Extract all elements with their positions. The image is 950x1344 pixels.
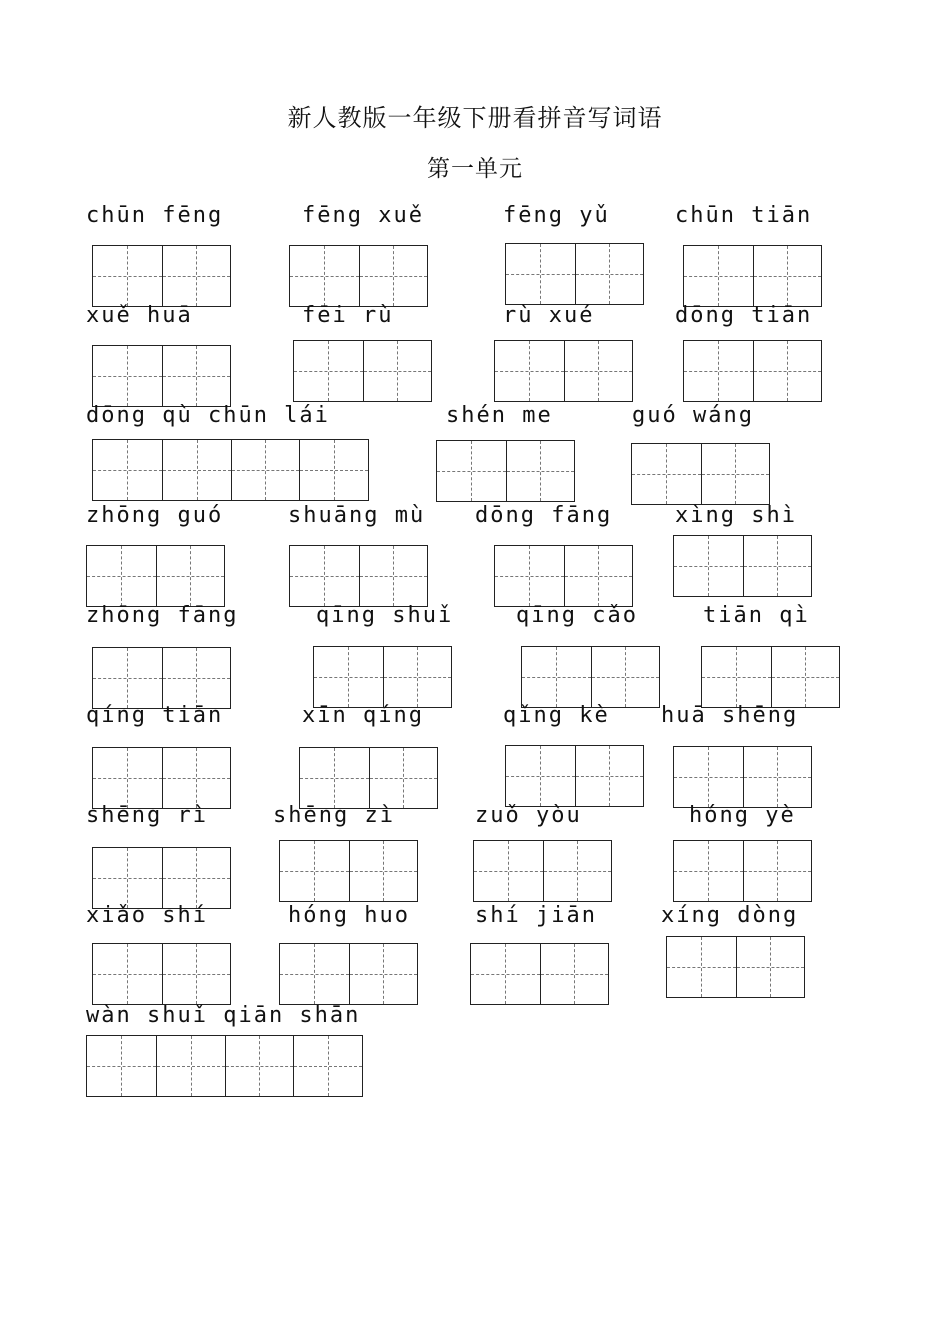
tianzige-cell[interactable] bbox=[474, 841, 543, 901]
tianzige-cell[interactable] bbox=[506, 441, 575, 501]
tianzige-cell[interactable] bbox=[162, 848, 231, 908]
writing-grid[interactable] bbox=[470, 943, 609, 1005]
tianzige-cell[interactable] bbox=[225, 1036, 294, 1096]
tianzige-cell[interactable] bbox=[543, 841, 612, 901]
writing-grid[interactable] bbox=[86, 1035, 363, 1097]
writing-grid[interactable] bbox=[505, 745, 644, 807]
writing-grid[interactable] bbox=[289, 545, 428, 607]
writing-grid[interactable] bbox=[673, 535, 812, 597]
tianzige-cell[interactable] bbox=[564, 546, 633, 606]
tianzige-cell[interactable] bbox=[591, 647, 660, 707]
tianzige-cell[interactable] bbox=[162, 944, 231, 1004]
writing-grid[interactable] bbox=[279, 943, 418, 1005]
writing-grid[interactable] bbox=[683, 245, 822, 307]
pinyin-label: wàn shuǐ qiān shān bbox=[86, 1003, 361, 1028]
tianzige-cell[interactable] bbox=[156, 546, 225, 606]
pinyin-label: zuǒ yòu bbox=[475, 803, 582, 828]
pinyin-label: dōng fāng bbox=[475, 503, 613, 528]
pinyin-label: qǐng kè bbox=[503, 703, 610, 728]
tianzige-cell[interactable] bbox=[506, 244, 575, 304]
tianzige-cell[interactable] bbox=[684, 341, 753, 401]
tianzige-cell[interactable] bbox=[575, 746, 644, 806]
tianzige-cell[interactable] bbox=[383, 647, 452, 707]
pinyin-label: fēi rù bbox=[302, 303, 394, 328]
pinyin-label: shí jiān bbox=[475, 903, 597, 928]
pinyin-label: rù xué bbox=[503, 303, 595, 328]
pinyin-label: zhōng guó bbox=[86, 503, 224, 528]
tianzige-cell[interactable] bbox=[564, 341, 633, 401]
pinyin-label: huā shēng bbox=[661, 703, 799, 728]
tianzige-cell[interactable] bbox=[743, 841, 812, 901]
pinyin-label: fēng yǔ bbox=[503, 203, 610, 228]
pinyin-label: zhōng fāng bbox=[86, 603, 239, 628]
tianzige-cell[interactable] bbox=[162, 440, 231, 500]
tianzige-cell[interactable] bbox=[743, 536, 812, 596]
tianzige-cell[interactable] bbox=[93, 440, 162, 500]
tianzige-cell[interactable] bbox=[506, 746, 575, 806]
tianzige-cell[interactable] bbox=[674, 747, 743, 807]
pinyin-label: shēng zì bbox=[273, 803, 395, 828]
tianzige-cell[interactable] bbox=[162, 648, 231, 708]
writing-grid[interactable] bbox=[683, 340, 822, 402]
writing-grid[interactable] bbox=[505, 243, 644, 305]
unit-heading: 第一单元 bbox=[427, 156, 523, 182]
tianzige-cell[interactable] bbox=[162, 246, 231, 306]
writing-grid[interactable] bbox=[92, 345, 231, 407]
pinyin-label: guó wáng bbox=[632, 403, 754, 428]
tianzige-cell[interactable] bbox=[359, 246, 428, 306]
writing-grid[interactable] bbox=[521, 646, 660, 708]
writing-grid[interactable] bbox=[631, 443, 770, 505]
pinyin-label: tiān qì bbox=[703, 603, 810, 628]
tianzige-cell[interactable] bbox=[369, 748, 438, 808]
tianzige-cell[interactable] bbox=[300, 748, 369, 808]
writing-grid[interactable] bbox=[494, 545, 633, 607]
writing-grid[interactable] bbox=[494, 340, 633, 402]
tianzige-cell[interactable] bbox=[701, 444, 770, 504]
tianzige-cell[interactable] bbox=[349, 841, 418, 901]
tianzige-cell[interactable] bbox=[93, 648, 162, 708]
pinyin-label: dōng qù chūn lái bbox=[86, 403, 330, 428]
pinyin-label: xīn qíng bbox=[302, 703, 424, 728]
writing-grid[interactable] bbox=[92, 245, 231, 307]
tianzige-cell[interactable] bbox=[753, 341, 822, 401]
tianzige-cell[interactable] bbox=[280, 944, 349, 1004]
writing-grid[interactable] bbox=[86, 545, 225, 607]
writing-grid[interactable] bbox=[473, 840, 612, 902]
writing-grid[interactable] bbox=[92, 647, 231, 709]
tianzige-cell[interactable] bbox=[87, 1036, 156, 1096]
pinyin-label: hóng yè bbox=[689, 803, 796, 828]
tianzige-cell[interactable] bbox=[667, 937, 736, 997]
tianzige-cell[interactable] bbox=[437, 441, 506, 501]
tianzige-cell[interactable] bbox=[522, 647, 591, 707]
pinyin-label: xíng dòng bbox=[661, 903, 799, 928]
writing-grid[interactable] bbox=[92, 943, 231, 1005]
tianzige-cell[interactable] bbox=[753, 246, 822, 306]
pinyin-label: qíng tiān bbox=[86, 703, 224, 728]
tianzige-cell[interactable] bbox=[93, 848, 162, 908]
writing-grid[interactable] bbox=[701, 646, 840, 708]
writing-grid[interactable] bbox=[436, 440, 575, 502]
tianzige-cell[interactable] bbox=[290, 546, 359, 606]
tianzige-cell[interactable] bbox=[540, 944, 609, 1004]
tianzige-cell[interactable] bbox=[162, 346, 231, 406]
pinyin-label: xuě huā bbox=[86, 303, 193, 328]
pinyin-label: chūn tiān bbox=[675, 203, 813, 228]
tianzige-cell[interactable] bbox=[93, 346, 162, 406]
writing-grid[interactable] bbox=[299, 747, 438, 809]
tianzige-cell[interactable] bbox=[471, 944, 540, 1004]
tianzige-cell[interactable] bbox=[674, 841, 743, 901]
tianzige-cell[interactable] bbox=[736, 937, 805, 997]
tianzige-cell[interactable] bbox=[293, 1036, 362, 1096]
pinyin-label: xiǎo shí bbox=[86, 903, 208, 928]
pinyin-label: dōng tiān bbox=[675, 303, 813, 328]
pinyin-label: chūn fēng bbox=[86, 203, 224, 228]
tianzige-cell[interactable] bbox=[299, 440, 368, 500]
tianzige-cell[interactable] bbox=[771, 647, 840, 707]
tianzige-cell[interactable] bbox=[162, 748, 231, 808]
writing-grid[interactable] bbox=[673, 746, 812, 808]
writing-grid[interactable] bbox=[92, 747, 231, 809]
writing-grid[interactable] bbox=[279, 840, 418, 902]
pinyin-label: xìng shì bbox=[675, 503, 797, 528]
tianzige-cell[interactable] bbox=[495, 546, 564, 606]
tianzige-cell[interactable] bbox=[702, 647, 771, 707]
pinyin-label: shén me bbox=[446, 403, 553, 428]
writing-grid[interactable] bbox=[92, 439, 369, 501]
tianzige-cell[interactable] bbox=[349, 944, 418, 1004]
tianzige-cell[interactable] bbox=[294, 341, 363, 401]
writing-grid[interactable] bbox=[673, 840, 812, 902]
tianzige-cell[interactable] bbox=[743, 747, 812, 807]
page-title: 新人教版一年级下册看拼音写词语 bbox=[287, 104, 663, 132]
tianzige-cell[interactable] bbox=[93, 748, 162, 808]
writing-grid[interactable] bbox=[92, 847, 231, 909]
tianzige-cell[interactable] bbox=[87, 546, 156, 606]
tianzige-cell[interactable] bbox=[231, 440, 300, 500]
tianzige-cell[interactable] bbox=[363, 341, 432, 401]
tianzige-cell[interactable] bbox=[290, 246, 359, 306]
pinyin-label: qīng shuǐ bbox=[316, 603, 454, 628]
writing-grid[interactable] bbox=[289, 245, 428, 307]
pinyin-label: fēng xuě bbox=[302, 203, 424, 228]
pinyin-label: shuāng mù bbox=[288, 503, 426, 528]
tianzige-cell[interactable] bbox=[93, 944, 162, 1004]
tianzige-cell[interactable] bbox=[359, 546, 428, 606]
writing-grid[interactable] bbox=[313, 646, 452, 708]
tianzige-cell[interactable] bbox=[632, 444, 701, 504]
tianzige-cell[interactable] bbox=[684, 246, 753, 306]
pinyin-label: shēng rì bbox=[86, 803, 208, 828]
writing-grid[interactable] bbox=[293, 340, 432, 402]
tianzige-cell[interactable] bbox=[674, 536, 743, 596]
tianzige-cell[interactable] bbox=[495, 341, 564, 401]
tianzige-cell[interactable] bbox=[314, 647, 383, 707]
tianzige-cell[interactable] bbox=[280, 841, 349, 901]
tianzige-cell[interactable] bbox=[156, 1036, 225, 1096]
pinyin-label: hóng huo bbox=[288, 903, 410, 928]
pinyin-label: qīng cǎo bbox=[516, 603, 638, 628]
tianzige-cell[interactable] bbox=[93, 246, 162, 306]
tianzige-cell[interactable] bbox=[575, 244, 644, 304]
writing-grid[interactable] bbox=[666, 936, 805, 998]
